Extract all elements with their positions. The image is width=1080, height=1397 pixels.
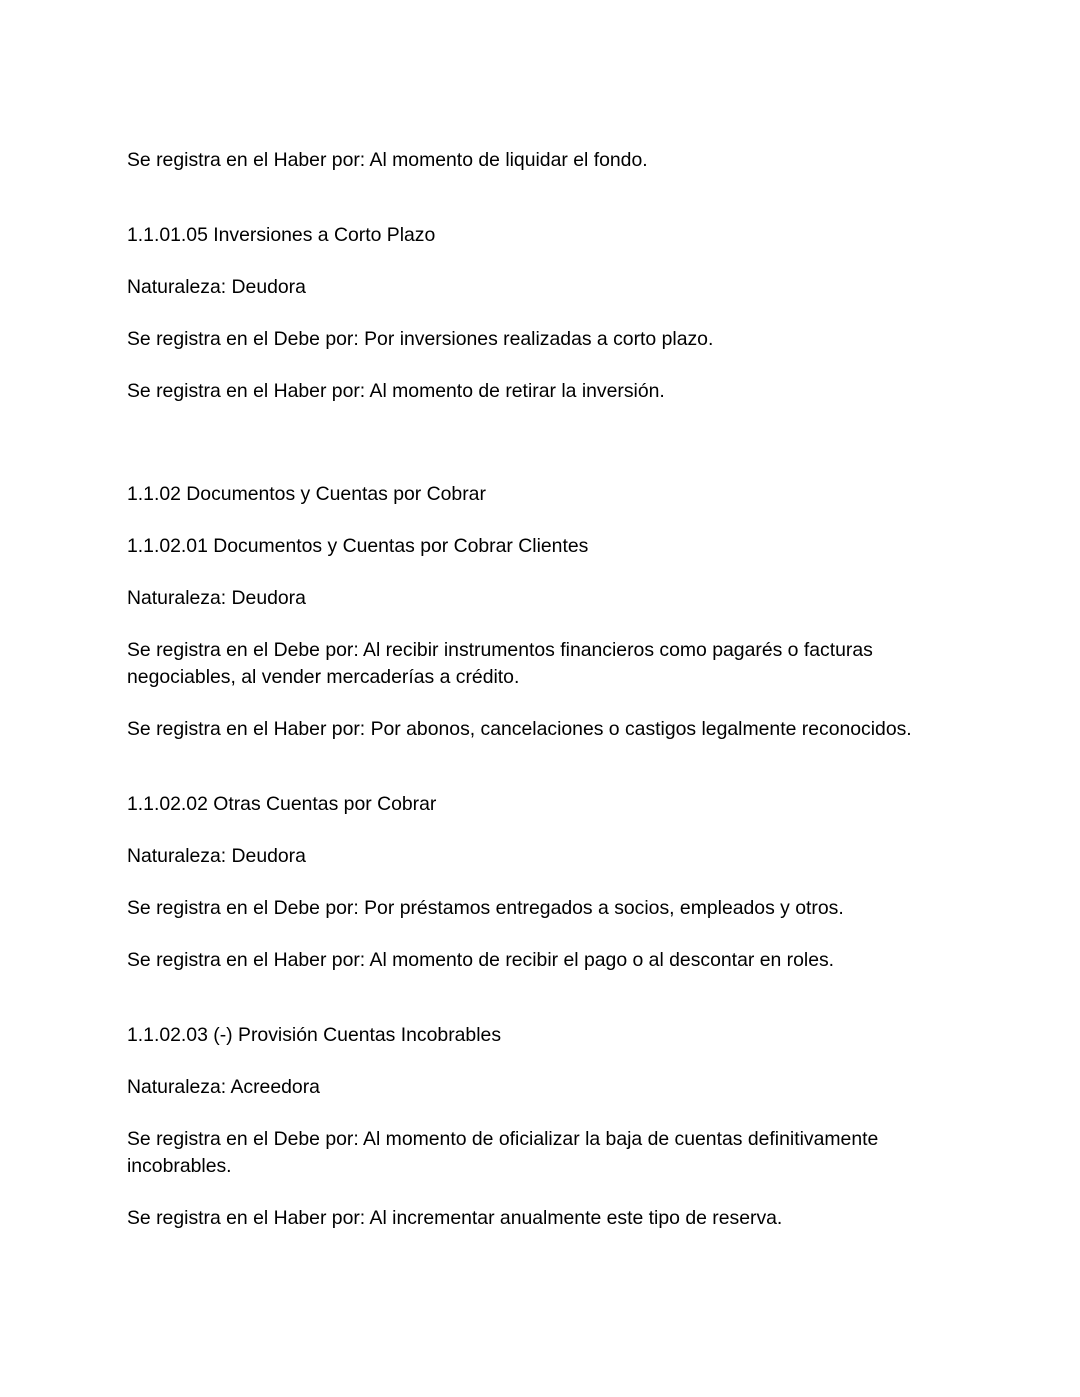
naturaleza-line: Naturaleza: Acreedora [127, 1076, 320, 1098]
haber-entry-provision: Se registra en el Haber por: Al incrementar anualmente este tipo de reserva. [127, 1207, 783, 1229]
debe-entry-provision: Se registra en el Debe por: Al momento de oficializar la baja de cuentas definitivamente incobrables. [127, 1128, 879, 1177]
haber-entry-clientes: Se registra en el Haber por: Por abonos, cancelaciones o castigos legalmente reconocidos. [127, 718, 912, 740]
debe-entry-clientes: Se registra en el Debe por: Al recibir instrumentos financieros como pagarés o facturas negociables, al vender mercaderías a crédito. [127, 639, 873, 688]
naturaleza-line: Naturaleza: Deudora [127, 587, 306, 609]
debe-entry-inversiones: Se registra en el Debe por: Por inversiones realizadas a corto plazo. [127, 328, 714, 350]
account-heading-1-1-01-05: 1.1.01.05 Inversiones a Corto Plazo [127, 224, 436, 246]
haber-entry-otras-cuentas: Se registra en el Haber por: Al momento de recibir el pago o al descontar en roles. [127, 949, 835, 971]
naturaleza-line: Naturaleza: Deudora [127, 845, 306, 867]
haber-entry-fondo: Se registra en el Haber por: Al momento de liquidar el fondo. [127, 149, 648, 171]
debe-entry-otras-cuentas: Se registra en el Debe por: Por préstamos entregados a socios, empleados y otros. [127, 897, 844, 919]
naturaleza-line: Naturaleza: Deudora [127, 276, 306, 298]
group-heading-1-1-02: 1.1.02 Documentos y Cuentas por Cobrar [127, 483, 486, 505]
account-heading-1-1-02-01: 1.1.02.01 Documentos y Cuentas por Cobrar Clientes [127, 535, 589, 557]
account-heading-1-1-02-02: 1.1.02.02 Otras Cuentas por Cobrar [127, 793, 437, 815]
account-heading-1-1-02-03: 1.1.02.03 (-) Provisión Cuentas Incobrables [127, 1024, 502, 1046]
haber-entry-inversiones: Se registra en el Haber por: Al momento de retirar la inversión. [127, 380, 665, 402]
